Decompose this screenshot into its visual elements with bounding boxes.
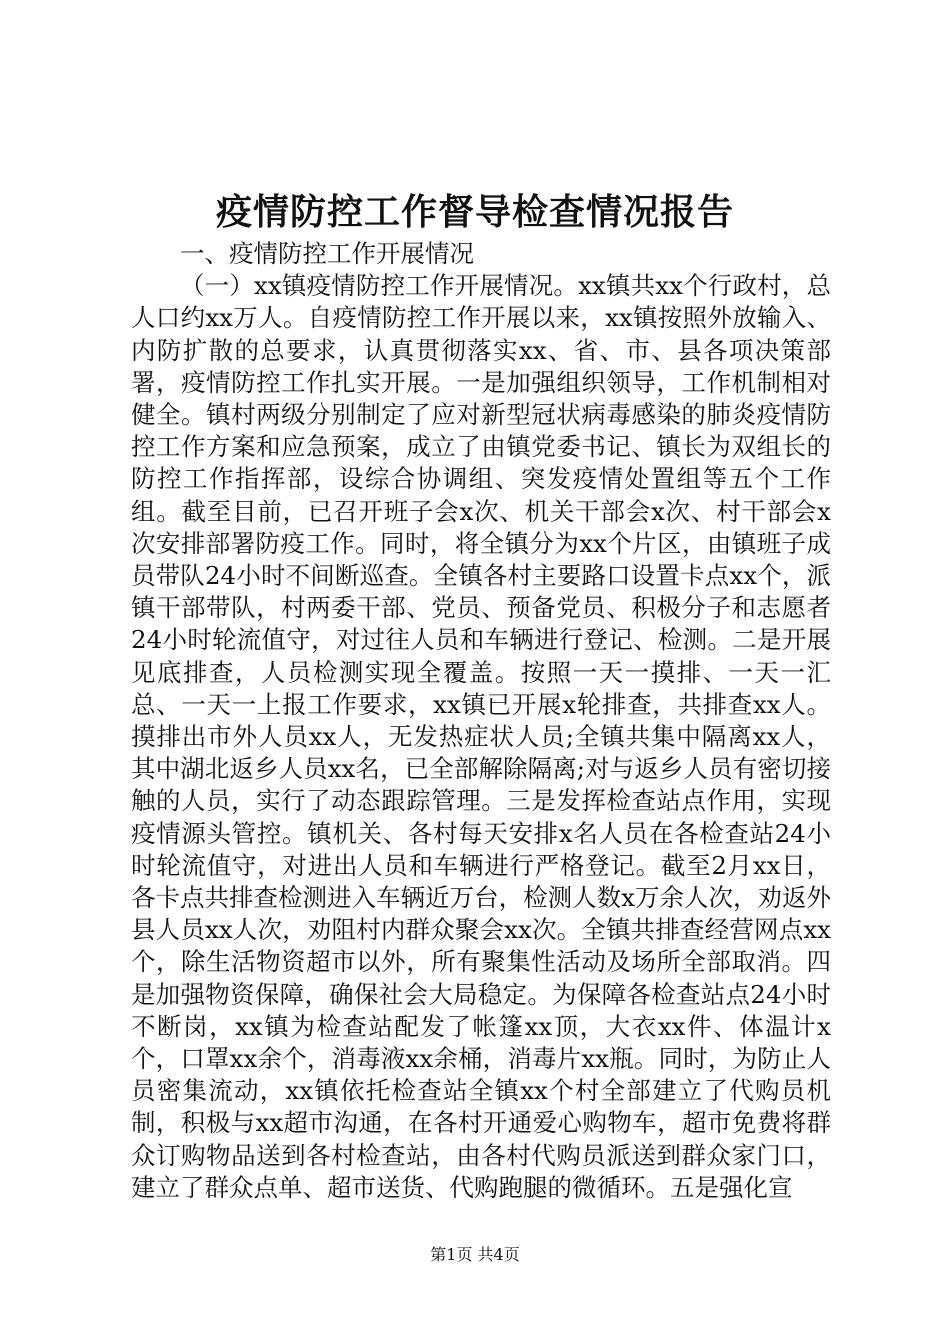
document-body	[131, 238, 831, 1204]
section-heading: 一、疫情防控工作开展情况	[180, 239, 474, 268]
document-title: 疫情防控工作督导检查情况报告	[215, 191, 734, 233]
page-footer: 第1页 共4页	[430, 1245, 520, 1264]
body-paragraph: （一）xx镇疫情防控工作开展情况。xx镇共xx个行政村，总人口约xx万人。自疫情防控工作开展以来，xx镇按照外放输入、内防扩散的总要求，认真贯彻落实xx、省、市、县各项决策部署，疫情防控工作扎实开展。一是加强组织领导，工作机制相对健全。镇村两级分别制定了应对新型冠状病毒感染的肺炎疫情防控工作方案和应急预案，成立了由镇党委书记、镇长为双组长的防控工作指挥部，设综合协调组、突发疫情处置组等五个工作组。截至目前，已召开班子会x次、机关干部会x次、村干部会x次安排部署防疫工作。同时，将全镇分为xx个片区，由镇班子成员带队24小时不间断巡查。全镇各村主要路口设置卡点xx个，派镇干部带队，村两委干部、党员、预备党员、积极分子和志愿者24小时轮流值守，对过往人员和车辆进行登记、检测。二是开展见底排查，人员检测实现全覆盖。按照一天一摸排、一天一汇总、一天一上报工作要求，xx镇已开展x轮排查，共排查xx人。摸排出市外人员xx人，无发热症状人员;全镇共集中隔离xx人，其中湖北返乡人员xx名，已全部解除隔离;对与返乡人员有密切接触的人员，实行了动态跟踪管理。三是发挥检查站点作用，实现疫情源头管控。镇机关、各村每天安排x名人员在各检查站24小时轮流值守，对进出人员和车辆进行严格登记。截至2月xx日，各卡点共排查检测进入车辆近万台，检测人数x万余人次，劝返外县人员xx人次，劝阻村内群众聚会xx次。全镇共排查经营网点xx个，除生活物资超市以外，所有聚集性活动及场所全部取消。四是加强物资保障，确保社会大局稳定。为保障各检查站点24小时不断岗，xx镇为检查站配发了帐篷xx顶，大衣xx件、体温计x个，口罩xx余个，消毒液xx余桶，消毒片xx瓶。同时，为防止人员密集流动，xx镇依托检查站全镇xx个村全部建立了代购员机制，积极与xx超市沟通，在各村开通爱心购物车，超市免费将群众订购物品送到各村检查站，由各村代购员派送到群众家门口，建立了群众点单、超市送货、代购跑腿的微循环。五是强化宣	[131, 271, 831, 1202]
